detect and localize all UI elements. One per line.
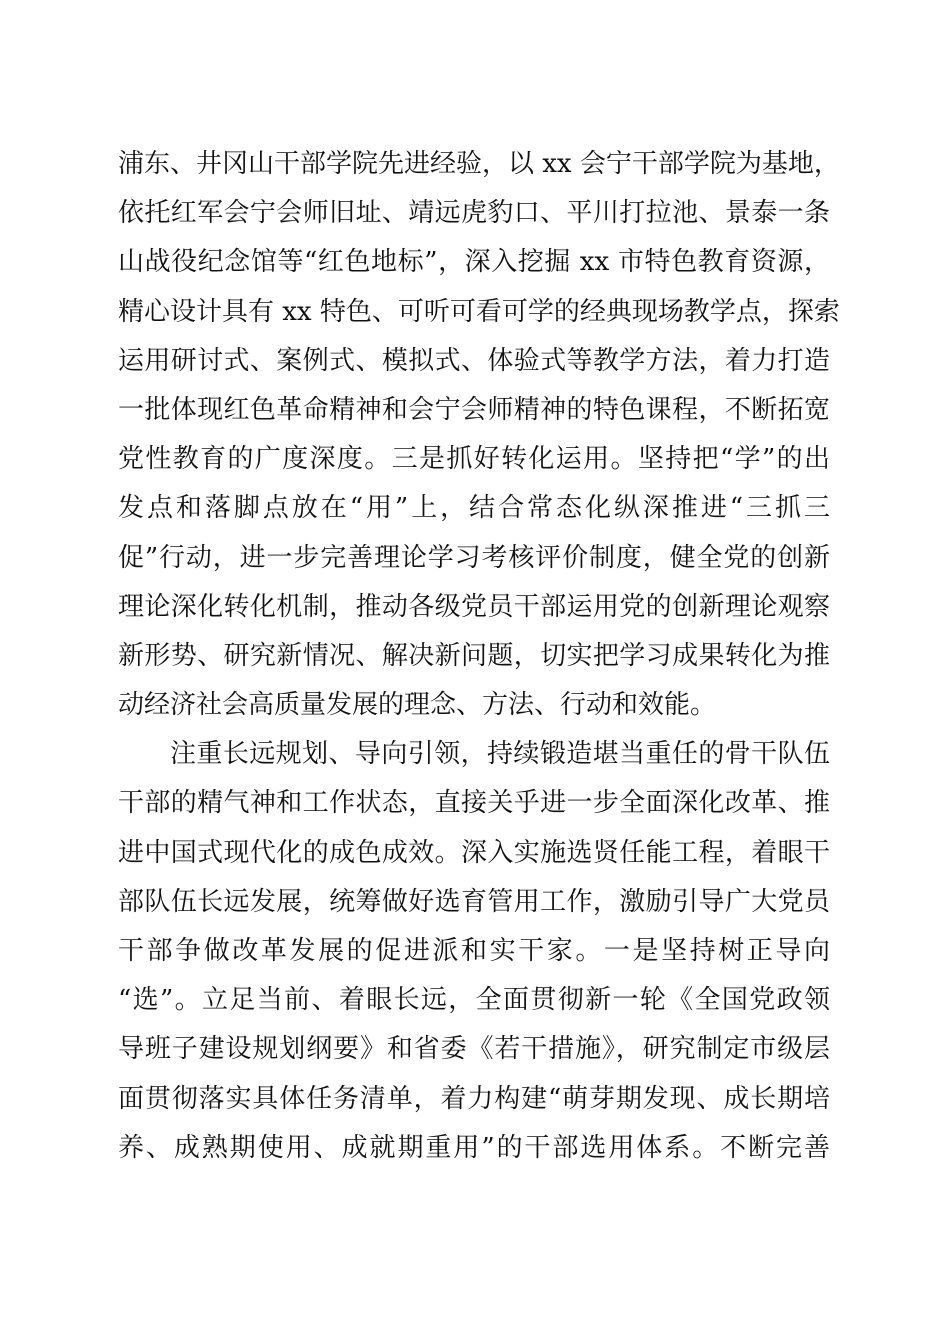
text-line: 一批体现红色革命精神和会宁会师精神的特色课程，不断拓宽 [118, 394, 830, 425]
text-line: 运用研讨式、案例式、模拟式、体验式等教学方法，着力打造 [118, 345, 830, 376]
text-line: 浦东、井冈山干部学院先进经验，以 xx 会宁干部学院为基地， [118, 149, 840, 179]
text-line: 新形势、研究新情况、解决新问题，切实把学习成果转化为推 [118, 640, 830, 671]
text-line: 导班子建设规划纲要》和省委《若干措施》，研究制定市级层 [118, 1034, 830, 1065]
paragraph-start-line: 注重长远规划、导向引领，持续锻造堪当重任的骨干队伍 [170, 739, 830, 770]
paragraph-end-line: 动经济社会高质量发展的理念、方法、行动和效能。 [118, 690, 717, 721]
text-line: 部队伍长远发展，统筹做好选育管用工作，激励引导广大党员 [118, 886, 830, 917]
text-line: 发点和落脚点放在“用”上，结合常态化纵深推进“三抓三 [118, 493, 830, 524]
text-line: 山战役纪念馆等“红色地标”，深入挖掘 xx 市特色教育资源， [118, 247, 830, 278]
text-line: 党性教育的广度深度。三是抓好转化运用。坚持把“学”的出 [118, 444, 830, 475]
text-line: 面贯彻落实具体任务清单，着力构建“萌芽期发现、成长期培 [118, 1083, 830, 1114]
text-line: 依托红军会宁会师旧址、靖远虎豹口、平川打拉池、景泰一条 [118, 198, 830, 229]
text-line: 理论深化转化机制，推动各级党员干部运用党的创新理论观察 [118, 591, 830, 622]
text-line: 精心设计具有 xx 特色、可听可看可学的经典现场教学点，探索 [118, 296, 840, 327]
text-line: 促”行动，进一步完善理论学习考核评价制度，健全党的创新 [118, 542, 830, 573]
text-line: 干部争做改革发展的促进派和实干家。一是坚持树正导向 [118, 936, 830, 966]
text-line: “选”。立足当前、着眼长远，全面贯彻新一轮《全国党政领 [118, 985, 830, 1016]
body-text [118, 140, 840, 1173]
text-line: 养、成熟期使用、成就期重用”的干部选用体系。不断完善 [118, 1132, 830, 1163]
text-line: 干部的精气神和工作状态，直接关乎进一步全面深化改革、推 [118, 788, 830, 819]
text-line: 进中国式现代化的成色成效。深入实施选贤任能工程，着眼干 [118, 837, 830, 868]
